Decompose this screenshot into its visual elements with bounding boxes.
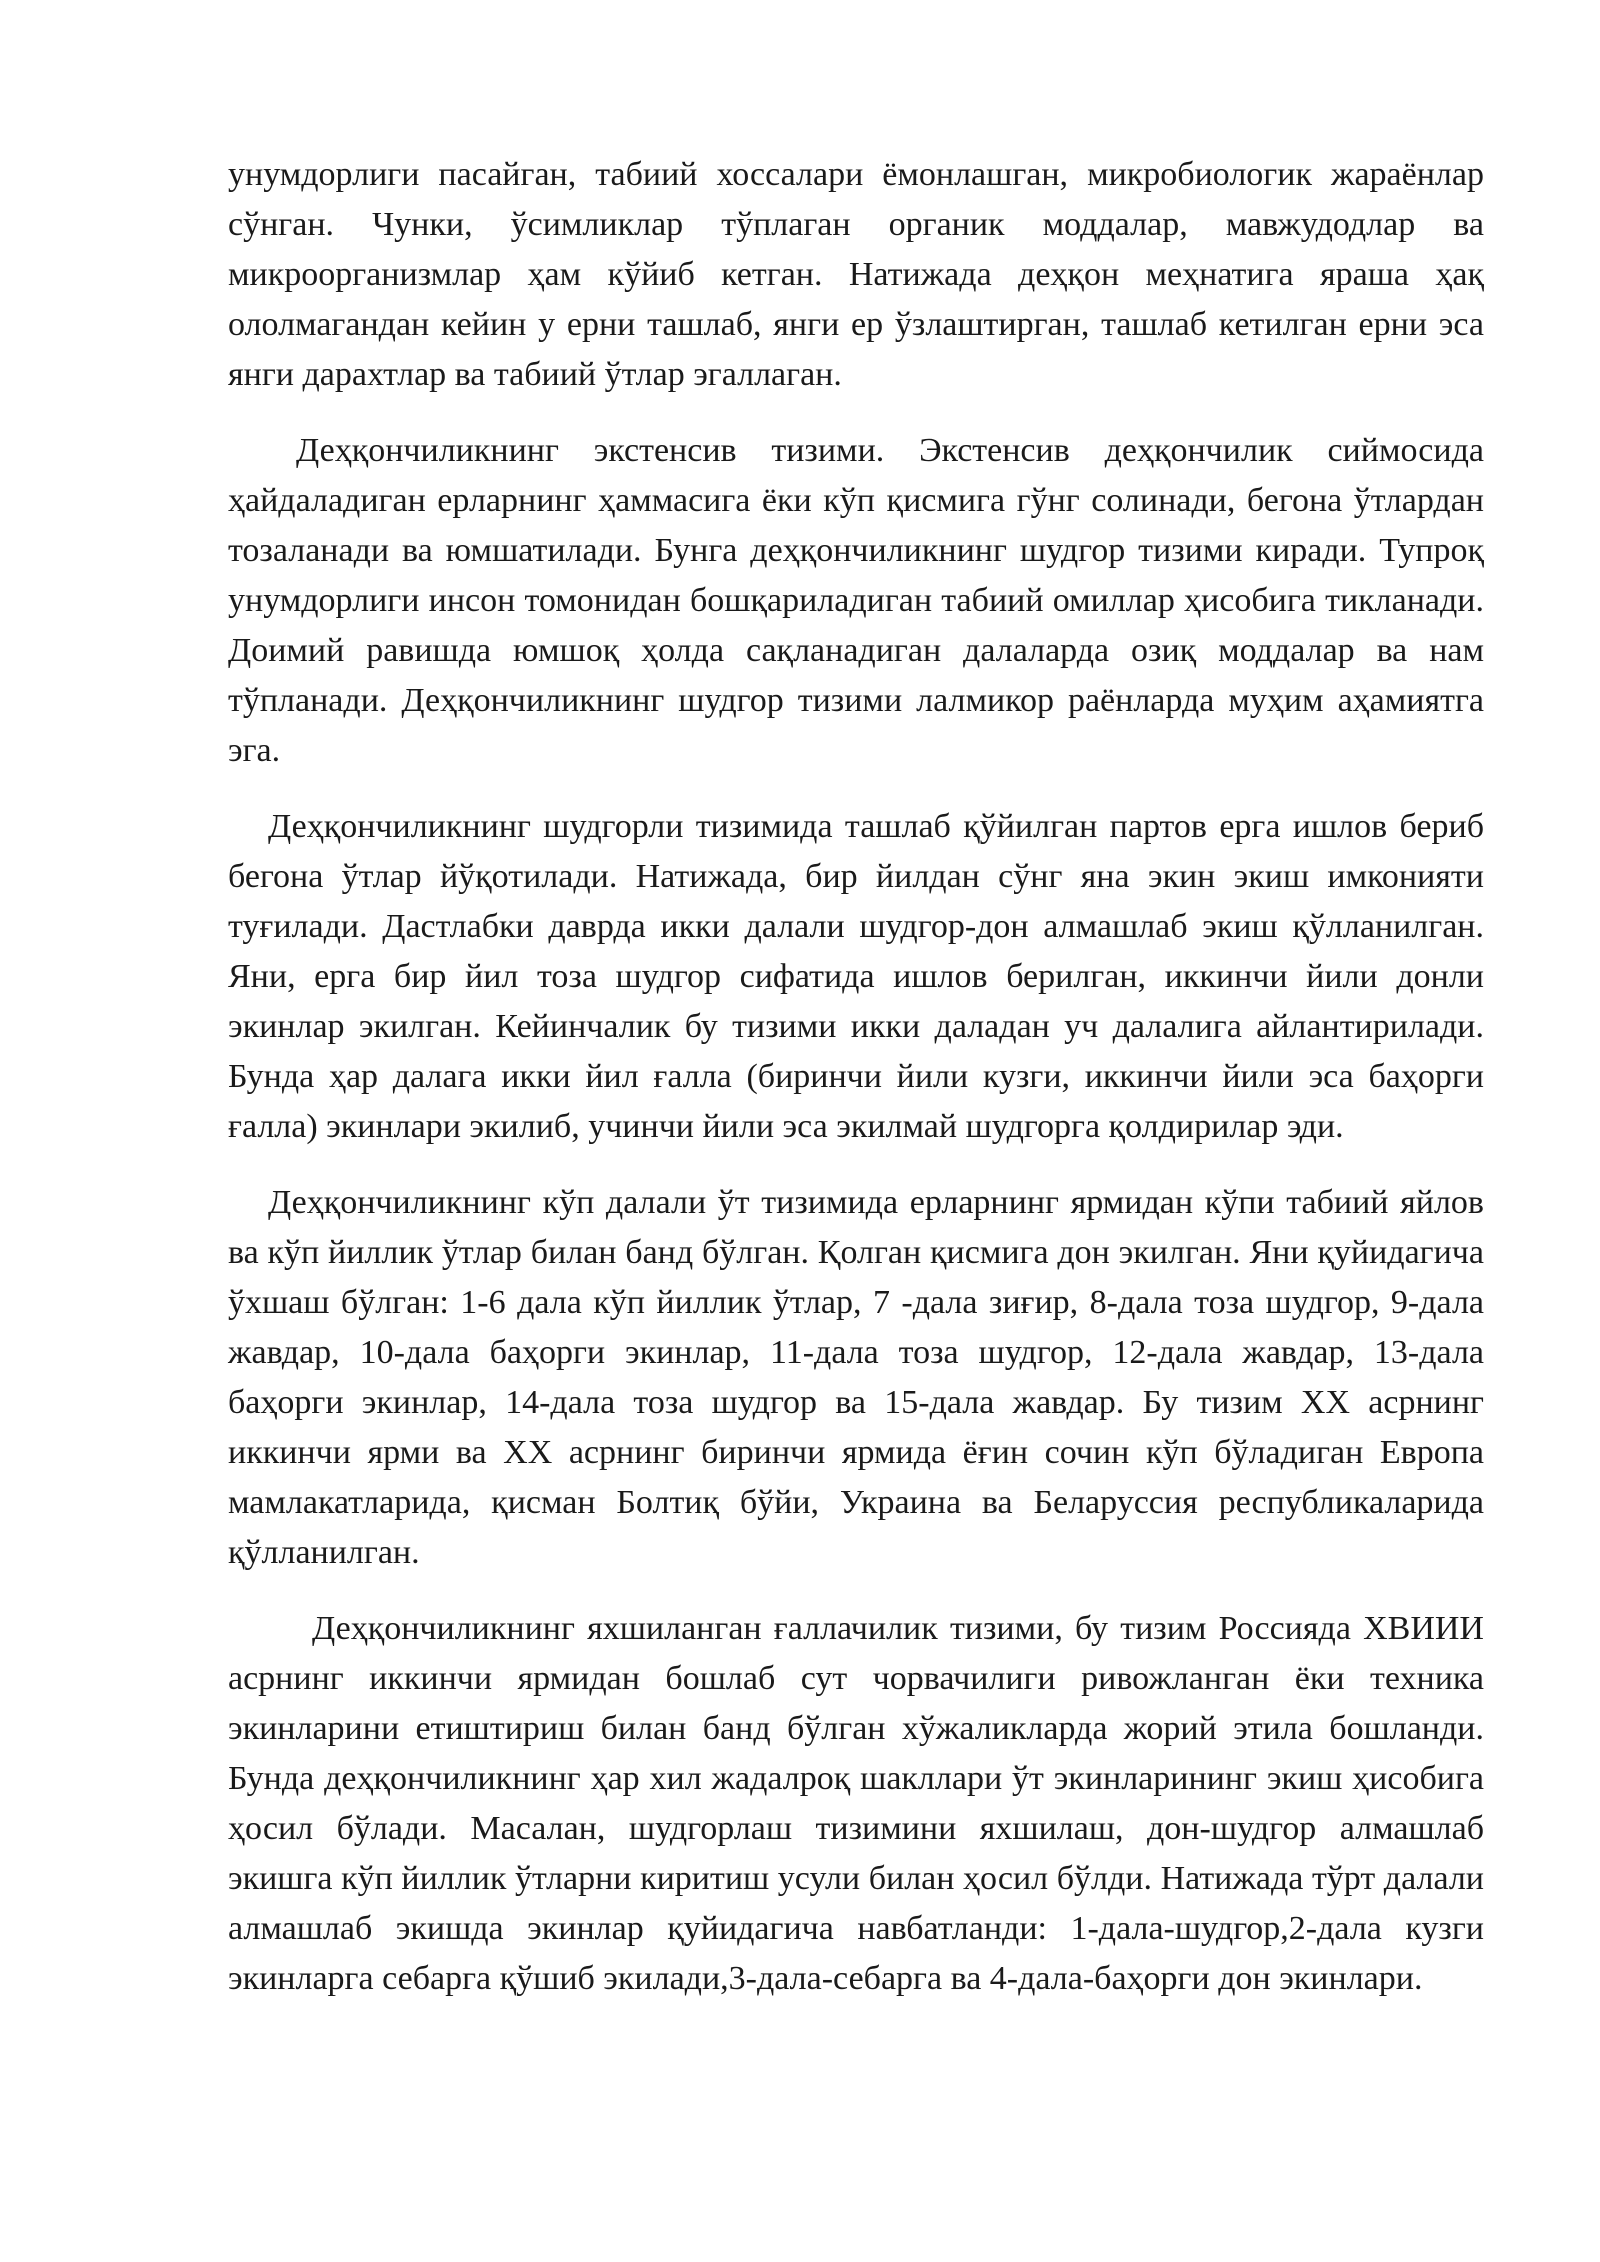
paragraph-soil-fertility: унумдорлиги пасайган, табиий хоссалари ёмонлашган, микробиологик жараёнлар сўнган. Чунки, ўсимликлар тўплаган органик моддалар, мавжудодлар ва микроорганизмлар ҳам кўйиб кетган. Натижада деҳқон меҳнатига яраша ҳақ ололмагандан кейин у ерни ташлаб, янги ер ўзлаштирган, ташлаб кетилган ерни эса янги дарахтлар ва табиий ўтлар эгаллаган. <box>228 156 1484 393</box>
paragraph-multi-field-grass-system: Деҳқончиликнинг кўп далали ўт тизимида ерларнинг ярмидан кўпи табиий яйлов ва кўп йиллик ўтлар билан банд бўлган. Қолган қисмига дон экилган. Яни қуйидагича ўхшаш бўлган: 1-6 дала кўп йиллик ўтлар, 7 -дала зиғир, 8-дала тоза шудгор, 9-дала жавдар, 10-дала баҳорги экинлар, 11-дала тоза шудгор, 12-дала жавдар, 13-дала баҳорги экинлар, 14-дала тоза шудгор ва 15-дала жавдар. Бу тизим XX асрнинг иккинчи ярми ва XX асрнинг биринчи ярмида ёғин сочин кўп бўладиган Европа мамлакатларида, қисман Болтиқ бўйи, Украина ва Беларуссия республикаларида қўлланилган. <box>228 1184 1484 1571</box>
paragraph-improved-grain-system: Деҳқончиликнинг яхшиланган ғаллачилик тизими, бу тизим Россияда ХВИИИ асрнинг иккинчи ярмидан бошлаб сут чорвачилиги ривожланган ёки техника экинларини етиштириш билан банд бўлган хўжаликларда жорий этила бошланди. Бунда деҳқончиликнинг ҳар хил жадалроқ шакллари ўт экинларининг экиш ҳисобига ҳосил бўлади. Масалан, шудгорлаш тизимини яхшилаш, дон-шудгор алмашлаб экишга кўп йиллик ўтларни киритиш усули билан ҳосил бўлди. Натижада тўрт далали алмашлаб экишда экинлар қуйидагича навбатланди: 1-дала-шудгор,2-дала кузги экинларга себарга қўшиб экилади,3-дала-себарга ва 4-дала-баҳорги дон экинлари. <box>228 1610 1484 1997</box>
paragraph-fallow-system: Деҳқончиликнинг шудгорли тизимида ташлаб қўйилган партов ерга ишлов бериб бегона ўтлар йўқотилади. Натижада, бир йилдан сўнг яна экин экиш имконияти туғилади. Дастлабки даврда икки далали шудгор-дон алмашлаб экиш қўлланилган. Яни, ерга бир йил тоза шудгор сифатида ишлов берилган, иккинчи йили донли экинлар экилган. Кейинчалик бу тизими икки даладан уч далалига айлантирилади. Бунда ҳар далага икки йил ғалла (биринчи йили кузги, иккинчи йили эса баҳорги ғалла) экинлари экилиб, учинчи йили эса экилмай шудгорга қолдирилар эди. <box>228 808 1484 1145</box>
paragraph-extensive-system: Деҳқончиликнинг экстенсив тизими. Экстенсив деҳқончилик сиймосида ҳайдаладиган ерларнинг ҳаммасига ёки кўп қисмига гўнг солинади, бегона ўтлардан тозаланади ва юмшатилади. Бунга деҳқончиликнинг шудгор тизими киради. Тупроқ унумдорлиги инсон томонидан бошқариладиган табиий омиллар ҳисобига тикланади. Доимий равишда юмшоқ ҳолда сақланадиган далаларда озиқ моддалар ва нам тўпланади. Деҳқончиликнинг шудгор тизими лалмикор раёнларда муҳим аҳамиятга эга. <box>228 432 1484 769</box>
document-page <box>228 150 1484 2030</box>
